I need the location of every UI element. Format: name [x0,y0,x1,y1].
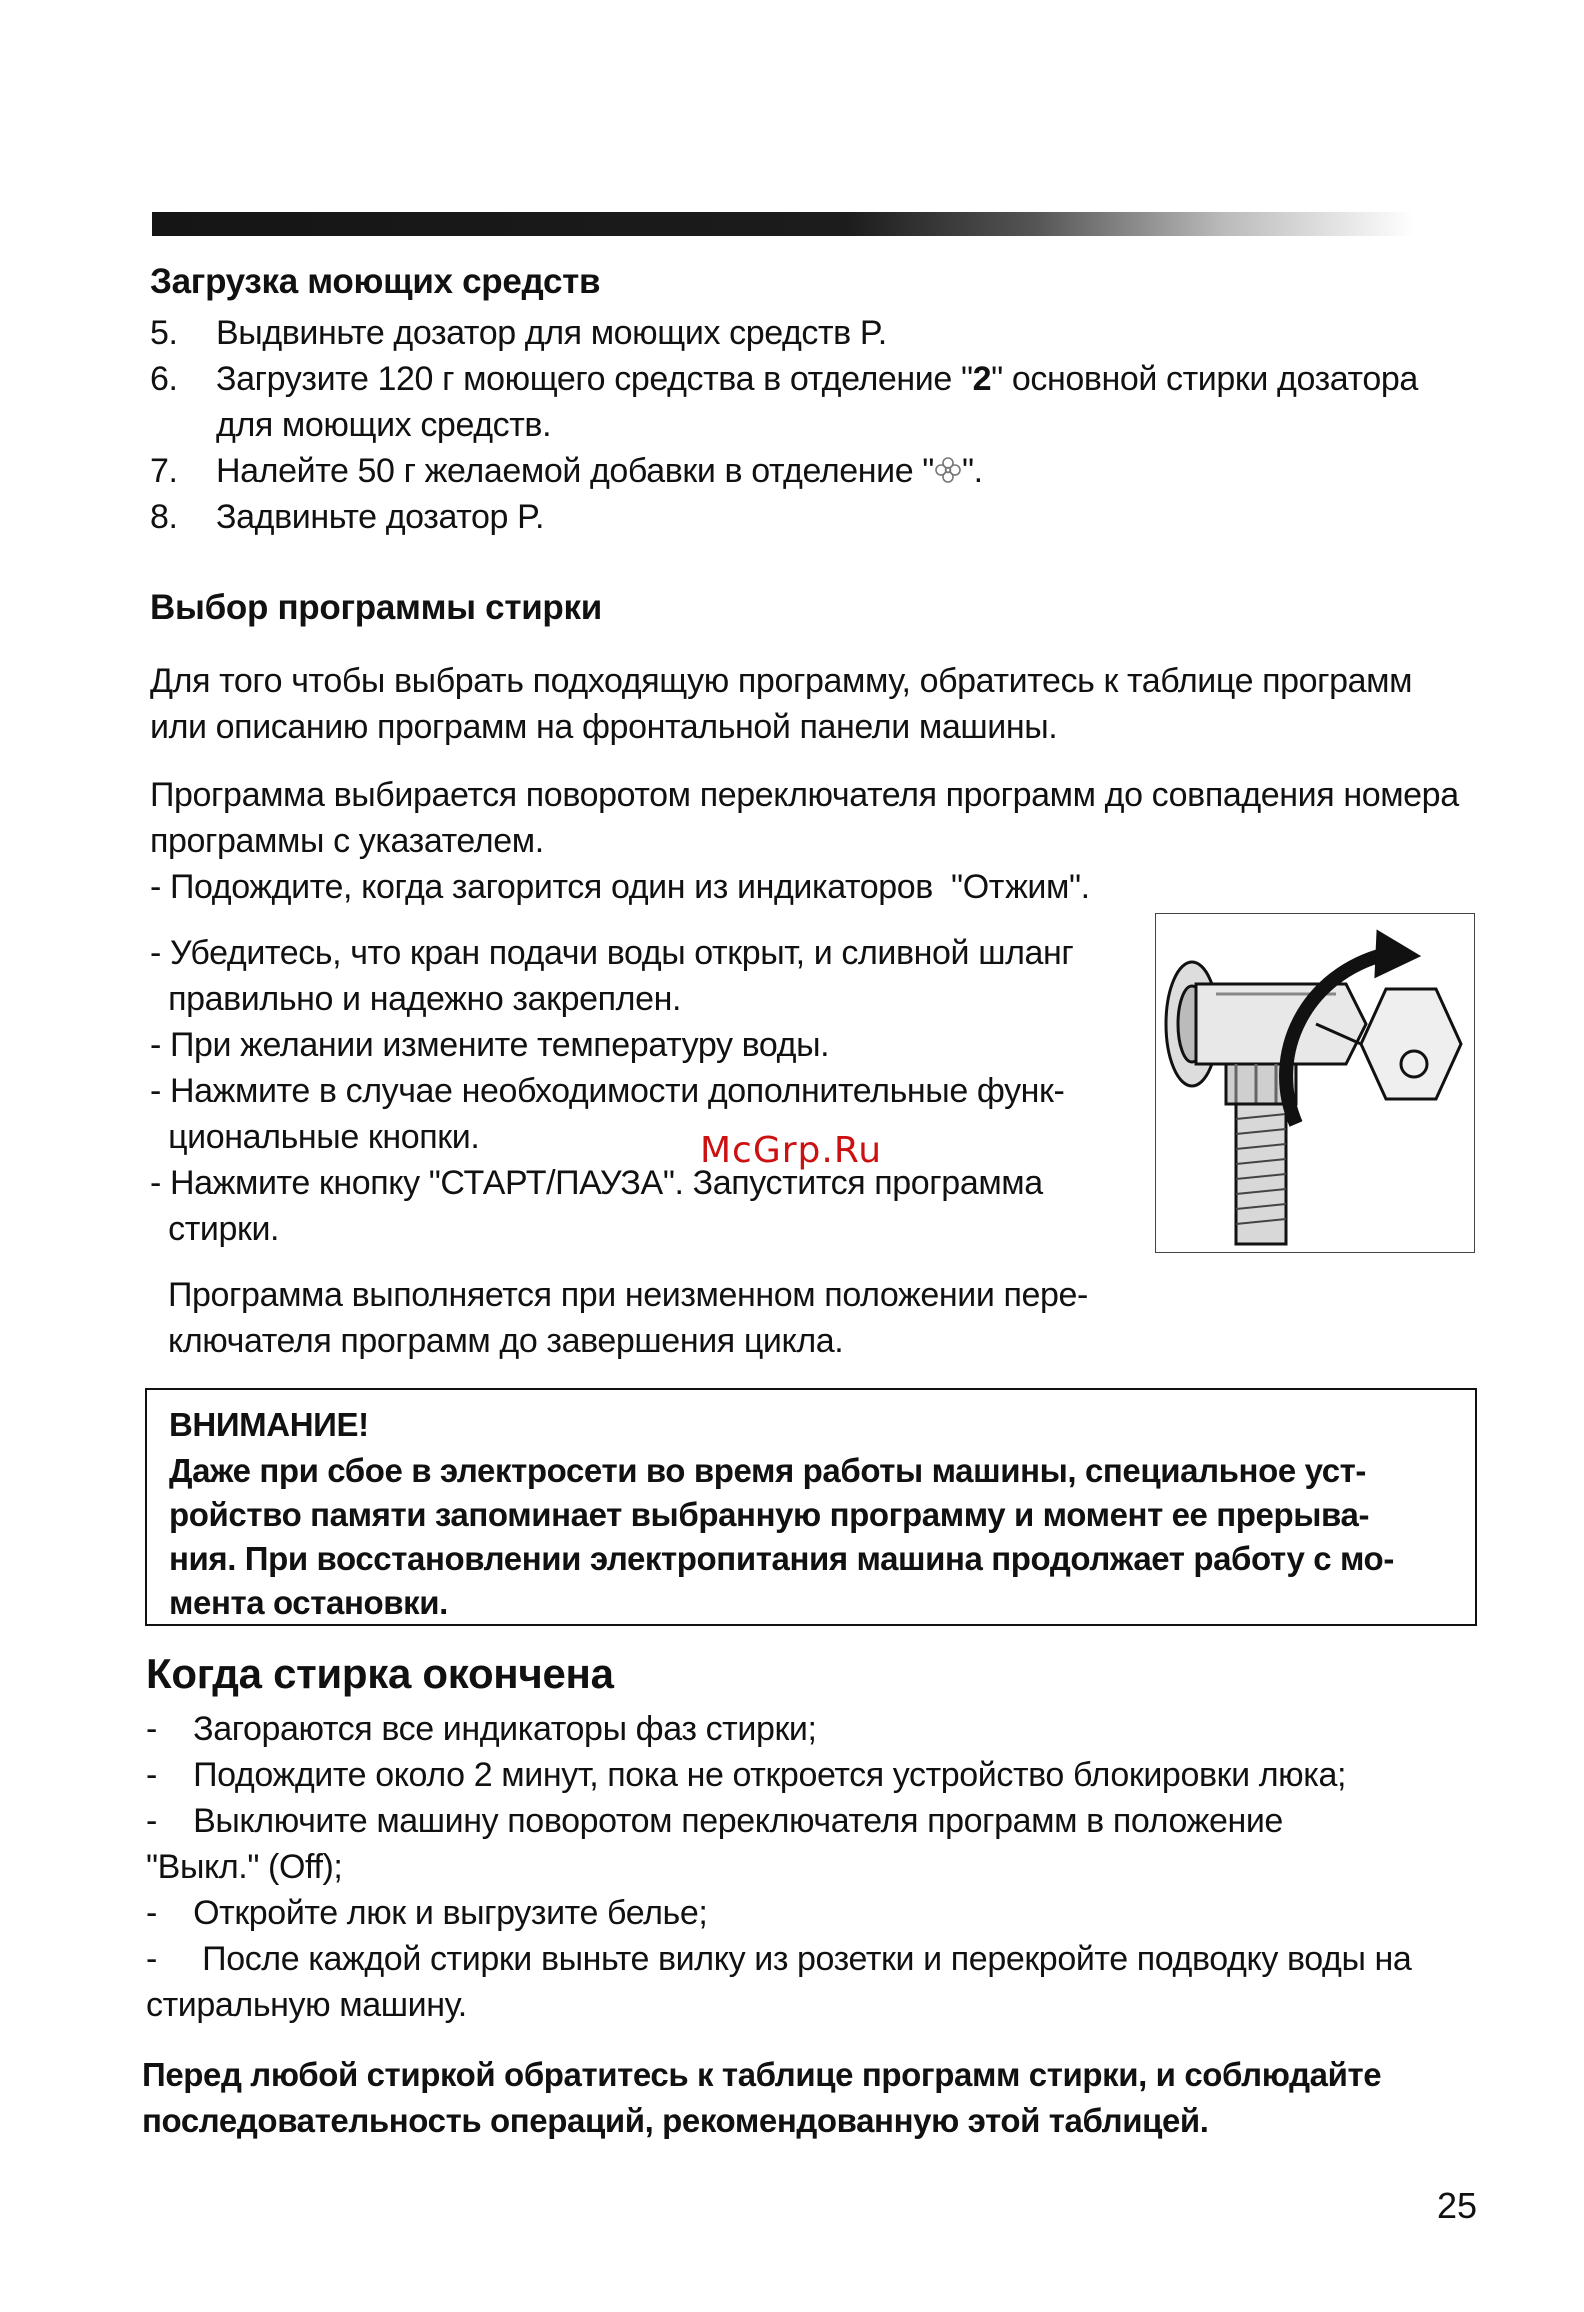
bullet-line: - Подождите около 2 минут, пока не откроется устройство блокировки люка; [146,1756,1347,1794]
bullet-line: "Выкл." (Off); [146,1848,343,1886]
bullet-line: циональные кнопки. [150,1118,480,1156]
list-item: 6. Загрузите 120 г моющего средства в отделение "2" основной стирки дозатора [150,360,1418,398]
bullet-line: стиральную машину. [146,1986,467,2024]
paragraph-line: Программа выбирается поворотом переключателя программ до совпадения номера [150,776,1459,814]
list-item: 7. Налейте 50 г желаемой добавки в отделение " ". [150,452,983,493]
section-title-detergent: Загрузка моющих средств [150,262,601,301]
bullet-line: - Нажмите в случае необходимости дополнительные функ- [150,1072,1065,1110]
tap-icon [1156,914,1474,1252]
list-item: 8. Задвиньте дозатор P. [150,498,545,536]
list-item: для моющих средств. [216,406,552,444]
bullet-line: - Выключите машину поворотом переключателя программ в положение [146,1802,1283,1840]
bullet-line: - Нажмите кнопку "СТАРТ/ПАУЗА". Запустится программа [150,1164,1043,1202]
paragraph-line: ключателя программ до завершения цикла. [168,1322,844,1360]
paragraph-line: или описанию программ на фронтальной панели машины. [150,708,1058,746]
warning-line: Даже при сбое в электросети во время работы машины, специальное уст- [169,1452,1367,1489]
flower-icon [934,454,962,493]
warning-line: ройство памяти запоминает выбранную программу и момент ее прерыва- [169,1496,1370,1533]
warning-line: ния. При восстановлении электропитания машина продолжает работу с мо- [169,1540,1394,1577]
water-tap-illustration [1155,913,1475,1253]
page-number: 25 [1437,2185,1478,2226]
closing-note-line: Перед любой стиркой обратитесь к таблице программ стирки, и соблюдайте [142,2056,1382,2093]
bullet-line: - При желании измените температуру воды. [150,1026,830,1064]
closing-note-line: последовательность операций, рекомендованную этой таблицей. [142,2102,1209,2139]
bullet-line: - Убедитесь, что кран подачи воды открыт, и сливной шланг [150,934,1074,972]
bullet-line: правильно и надежно закреплен. [150,980,682,1018]
bullet-line: - Подождите, когда загорится один из индикаторов "Отжим". [150,868,1090,906]
section-title-program: Выбор программы стирки [150,588,602,627]
paragraph-line: программы с указателем. [150,822,544,860]
watermark: McGrp.Ru [700,1130,883,1171]
warning-title: ВНИМАНИЕ! [169,1406,369,1443]
paragraph-line: Для того чтобы выбрать подходящую программу, обратитесь к таблице программ [150,662,1413,700]
bullet-line: - Загораются все индикаторы фаз стирки; [146,1710,817,1748]
header-bar [152,212,1414,236]
list-item: 5. Выдвиньте дозатор для моющих средств P. [150,314,887,352]
section-title-finished: Когда стирка окончена [146,1650,614,1697]
bullet-line: стирки. [150,1210,280,1248]
bullet-line: - После каждой стирки выньте вилку из розетки и перекройте подводку воды на [146,1940,1412,1978]
warning-line: мента остановки. [169,1584,448,1621]
warning-box [145,1388,1477,1626]
bullet-line: - Откройте люк и выгрузите белье; [146,1894,708,1932]
paragraph-line: Программа выполняется при неизменном положении пере- [168,1276,1088,1314]
